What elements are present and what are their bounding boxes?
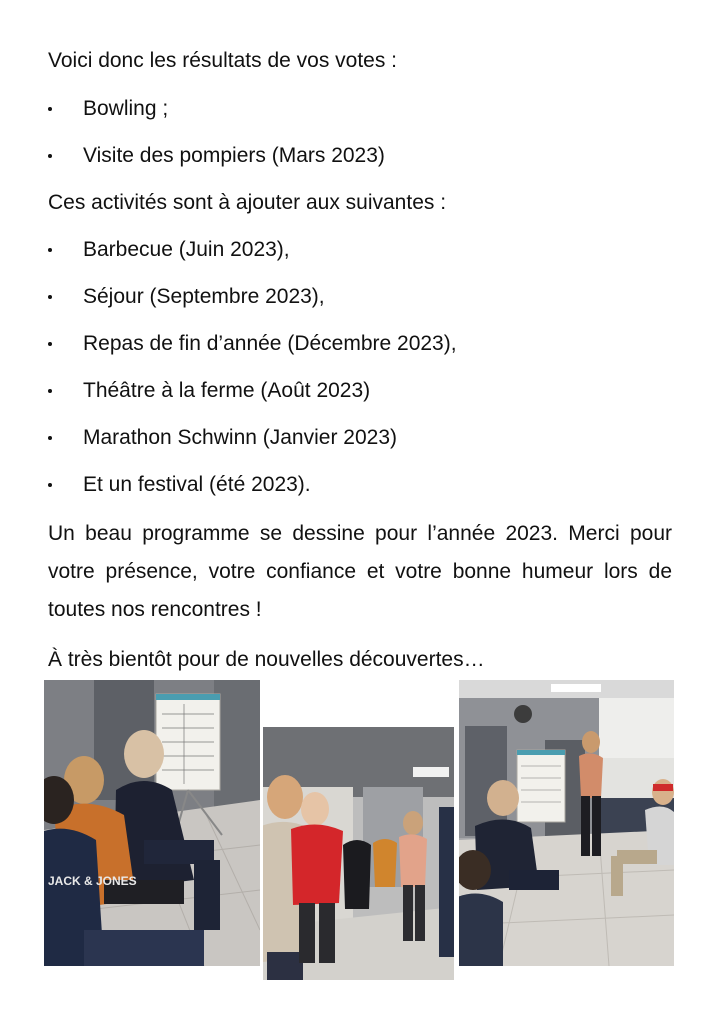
vote-label: Visite des pompiers (Mars 2023): [83, 144, 385, 167]
bullet-icon: [48, 436, 52, 440]
photo-group-standing: [263, 727, 454, 980]
bullet-icon: [48, 248, 52, 252]
activity-label: Théâtre à la ferme (Août 2023): [83, 379, 371, 402]
bullet-icon: [48, 342, 52, 346]
activity-label: Séjour (Septembre 2023),: [83, 285, 325, 308]
activity-label: Marathon Schwinn (Janvier 2023): [83, 426, 397, 449]
bullet-icon: [48, 154, 52, 158]
bullet-icon: [48, 483, 52, 487]
bullet-icon: [48, 389, 52, 393]
closing-paragraph: Un beau programme se dessine pour l’année 2023. Merci pour votre présence, votre confiance et votre bonne humeur lors de toutes nos rencontres !: [48, 522, 672, 621]
bullet-icon: [48, 295, 52, 299]
vote-label: Bowling ;: [83, 97, 169, 120]
activity-label: Et un festival (été 2023).: [83, 473, 311, 496]
activity-label: Barbecue (Juin 2023),: [83, 238, 290, 261]
photo-group-seated-flipchart: [44, 680, 260, 966]
shirt-print-text: JACK & JONES: [48, 874, 137, 888]
sign-off-text: À très bientôt pour de nouvelles découvertes…: [48, 648, 485, 671]
transition-text: Ces activités sont à ajouter aux suivantes :: [48, 191, 447, 214]
bullet-icon: [48, 107, 52, 111]
photo-room-presentation: [459, 680, 674, 966]
activity-label: Repas de fin d’année (Décembre 2023),: [83, 332, 457, 355]
intro-text: Voici donc les résultats de vos votes :: [48, 49, 398, 72]
